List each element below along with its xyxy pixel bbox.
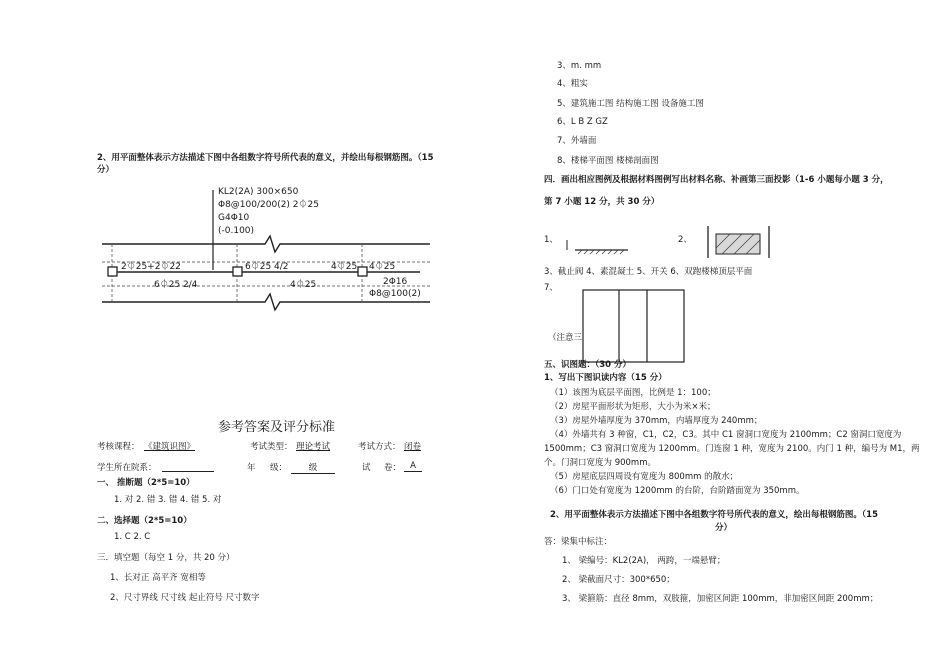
annotation-line: KL2(2A) 300×650 [218,187,299,197]
fill-answer-6: 6、L B Z GZ [557,117,608,127]
rebar-label: 6⏀25 2/4 [154,280,198,290]
fill-answer-8: 8、楼梯平面图 楼梯剖面图 [557,156,659,166]
exam-method-value: 闭卷 [404,442,422,452]
rebar-label: 4⏀25 [331,262,358,272]
exam-type-label: 考试类型： [250,442,293,452]
section-5-line-7: （5）房屋底层四周设有宽度为 800mm 的散水； [550,472,739,482]
section-5-line-3: （3）房屋外墙厚度为 370mm，内墙厚度为 240mm； [550,416,763,426]
fill-answer-5: 5、建筑施工图 结构施工图 设备施工图 [557,99,704,109]
section-5-line-4: （4）外墙共有 3 种窗，C1，C2，C3。其中 C1 窗洞口宽度为 2100mm；C2 窗洞口宽度为 [550,430,902,440]
section-2-title: 二、选择题（2*5=10） [97,516,192,526]
course-label: 考核课程： [97,442,140,452]
section-1-answers: 1. 对 2. 错 3. 错 4. 错 5. 对 [114,495,222,505]
section-5-line-2: （2）房屋平面形状为矩形，大小为米×米； [550,402,716,412]
section-2-answers: 1. C 2. C [114,532,151,542]
rebar-label: 2Φ16 [383,277,408,287]
section-5-title: 五、识图题：（30 分） [544,360,632,370]
question-2-text: 2、用平面整体表示方法描述下图中各组数字符号所代表的意义，并绘出每根钢筋图。（15 [97,153,434,163]
section-5-line-8: （6）门口处有宽度为 1200mm 的台阶，台阶踏面宽为 350mm。 [550,486,805,496]
paper-label-2: 卷： [384,463,402,473]
section-5-line-6: 个。门洞口宽度为 900mm。 [544,458,656,468]
grade-label-2: 级： [270,463,288,473]
question-2-repeat-cont: 分） [715,523,733,533]
annotation-line: (-0.100) [218,226,255,236]
rebar-label: Φ8@100(2) [369,289,421,299]
section-5-line-1: （1）该图为底层平面图，比例是 1：100； [550,388,716,398]
projection-note: （注意三 [548,333,583,343]
school-label: 学生所在院系： [97,463,157,473]
answer-label: 答：梁集中标注： [544,537,613,547]
section-3-answer-1: 1、长对正 高平齐 宽相等 [110,573,206,583]
rebar-label: 4⏀25 [369,262,396,272]
rebar-label: 4⏀25 [290,280,317,290]
exam-method-label: 考试方式： [358,442,401,452]
paper-value: A [404,461,422,472]
fill-answer-3: 3、m. mm [557,61,602,71]
grade-label: 年 [247,463,256,473]
section-3-answer-2: 2、尺寸界线 尺寸线 起止符号 尺寸数字 [110,593,260,603]
paper-label: 试 [362,463,371,473]
grade-value: 级 [291,461,335,474]
question-2-text-cont: 分） [97,165,115,175]
section-4-title-cont: 第 7 小题 12 分，共 30 分） [544,197,660,207]
section-5-subtitle: 1、写出下图识读内容（15 分） [544,373,667,383]
question-2-repeat: 2、用平面整体表示方法描述下图中各组数字符号所代表的意义，绘出每根钢筋图。（15 [550,510,878,520]
answer-title: 参考答案及评分标准 [218,420,336,435]
legend-item-2-label: 2、 [678,235,692,245]
rebar-label: 2⏀25+2⏀22 [121,262,181,272]
fill-answer-4: 4、粗实 [557,79,588,89]
course-value: 《建筑识图》 [144,442,196,452]
answer-item-1: 1、 梁编号：KL2(2A)， 两跨，一端悬臂； [562,556,726,566]
legend-item-7-label: 7、 [544,283,558,293]
answer-item-3: 3、 梁箍筋：直径 8mm，双肢箍，加密区间距 100mm，非加密区间距 200mm； [562,594,879,604]
legend-item-1-label: 1、 [544,235,558,245]
section-5-line-5: 1500mm；C3 窗洞口宽度为 1200mm。门连窗 1 种，宽度为 2100。内门 1 种，编号为 M1，两 [544,444,920,454]
annotation-line: Φ8@100/200(2) 2⏀25 [218,200,319,210]
answer-item-2: 2、 梁截面尺寸：300*650； [562,575,675,585]
section-1-title: 一、 推断题（2*5=10） [97,478,195,488]
exam-type-value: 理论考试 [296,442,331,452]
rebar-label: 6⏀25 4/2 [245,262,289,272]
fill-answer-7: 7、外墙面 [557,136,597,146]
legend-items-row: 3、截止阀 4、素混凝土 5、开关 6、双跑楼梯顶层平面 [544,267,753,277]
section-3-title: 三．填空题（每空 1 分，共 20 分） [97,553,235,563]
annotation-line: G4Φ10 [218,213,250,223]
section-4-title: 四．画出相应图例及根据材料图例写出材料名称、补画第三面投影（1-6 小题每小题 3 分， [544,175,889,185]
